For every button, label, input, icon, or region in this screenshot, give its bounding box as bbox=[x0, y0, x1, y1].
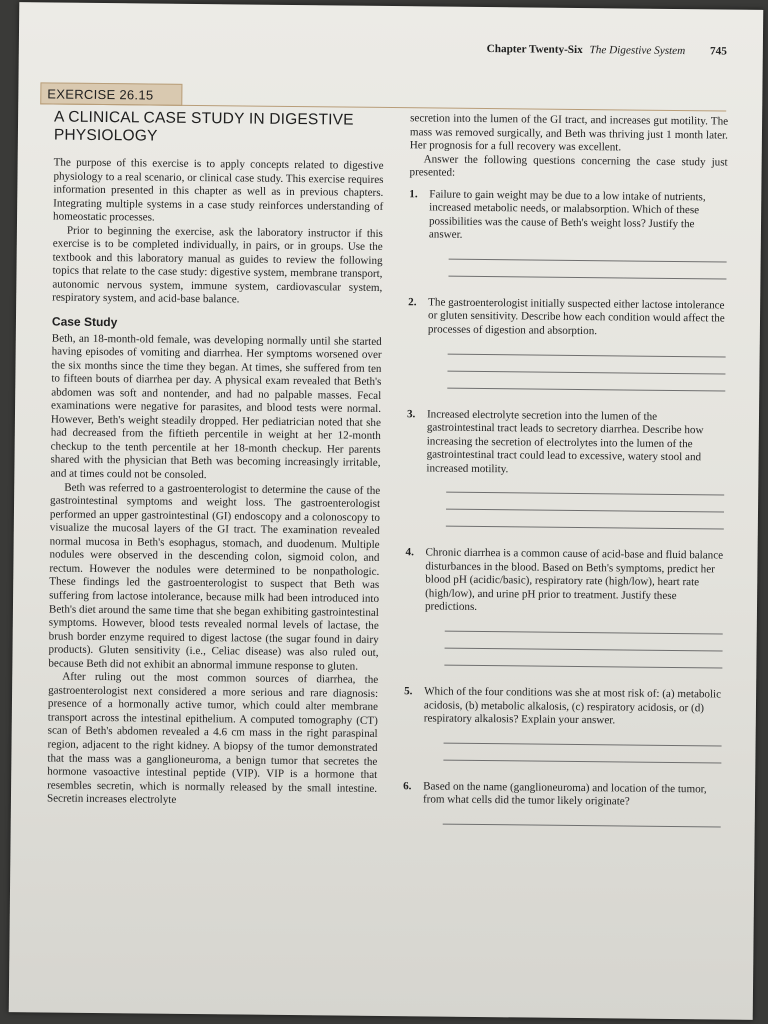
question-number: 4. bbox=[405, 546, 414, 559]
question-text: Chronic diarrhea is a common cause of acid-base and fluid balance disturbances in the blood. Based on Beth's symptoms, predict her blood pH (acidic/basic), respiratory rate (high/low), heart rate (high/low), and urine pH prior to treatment. Justify these predictions. bbox=[424, 546, 724, 614]
running-head bbox=[19, 38, 727, 57]
textbook-page bbox=[9, 2, 764, 1020]
answer-line[interactable] bbox=[449, 259, 727, 263]
answer-line[interactable] bbox=[445, 648, 723, 652]
question bbox=[406, 408, 725, 530]
question-text: Failure to gain weight may be due to a low intake of nutrients, increased metabolic needs, or malabsorption. Which of these possibilities was the cause of Beth's weight loss? Justify the answer. bbox=[428, 188, 706, 242]
answer-line[interactable] bbox=[446, 509, 724, 513]
exercise-title: A CLINICAL CASE STUDY IN DIGESTIVE PHYSIOLOGY bbox=[53, 108, 354, 145]
question-number: 3. bbox=[406, 407, 416, 420]
question-number: 2. bbox=[408, 296, 417, 309]
case-paragraph: Beth, an 18-month-old female, was developing normally until she started having episodes of vomiting and diarrhea. Her symptoms worsened over the six months since the time they began. At times, she suffered from ten to fifteen bouts of diarrhea per day. A physical exam revealed that Beth's abdomen was soft and nontender, and had no palpable masses. Fecal examinations were negative for parasites, and blood tests were normal. However, Beth's weight steadily dropped. Her pediatrician noted that she had decreased from the fiftieth percentile in weight at her 12-month checkup to the tenth percentile at her 18-month checkup. Her parents shared with the physician that Beth was becoming increasingly irritable, and at times could not be consoled. bbox=[50, 332, 382, 482]
answer-line[interactable] bbox=[444, 665, 722, 669]
answer-line[interactable] bbox=[447, 370, 725, 374]
answer-line[interactable] bbox=[443, 759, 721, 763]
question-text: Increased electrolyte secretion into the lumen of the gastrointestinal tract leads to secretory diarrhea. Describe how increasing the secretion of electrolytes into the lumen of the gastrointestinal tract could lead to excessive, watery stool and increased motility. bbox=[426, 407, 704, 476]
answer-line[interactable] bbox=[446, 526, 724, 530]
question-text: Based on the name (ganglioneuroma) and location of the tumor, from what cells did the tumor likely originate? bbox=[422, 780, 707, 808]
intro-paragraph: Prior to beginning the exercise, ask the laboratory instructor if this exercise is to be completed individually, in pairs, or in groups. Use the textbook and this laboratory manual as guides to review the following topics that relate to the case study: digestive system, membrane transport, autonomic nervous system, immune system, cardiovascular system, respiratory system, and acid-base balance. bbox=[52, 224, 383, 306]
question-number: 5. bbox=[404, 685, 413, 698]
answer-line[interactable] bbox=[446, 492, 724, 496]
question bbox=[408, 188, 727, 280]
question-text: The gastroenterologist initially suspected either lactose intolerance or gluten sensitivity. Describe how each condition would affect the processes of digestion and absorption. bbox=[427, 296, 725, 338]
case-paragraph: After ruling out the most common sources of diarrhea, the gastroenterologist next considered a more serious and rare diagnosis: presence of a hormonally active tumor, which could alter membrane transport across the intestinal epithelium. A computed tomography (CT) scan of Beth's abdomen revealed a 4.6 cm mass in the right paraspinal region, adjacent to the right kidney. A biopsy of the tumor demonstrated that the mass was a ganglioneuroma, a benign tumor that secretes the hormone vasoactive intestinal peptide (VIP). VIP is a hormone that resembles secretin, which is normally released by the small intestine. Secretin increases electrolyte bbox=[46, 670, 379, 806]
intro-paragraph: The purpose of this exercise is to apply concepts related to digestive physiology to a real scenario, or clinical case study. This exercise requires information presented in this chapter as well as in previous chapters. Integrating multiple systems in a case study reinforces understanding of homeostatic processes. bbox=[53, 156, 384, 224]
question bbox=[404, 547, 723, 669]
answer-line[interactable] bbox=[448, 276, 726, 280]
chapter-label: Chapter Twenty-Six bbox=[486, 43, 583, 57]
questions-prompt: Answer the following questions concerning the case study just presented: bbox=[409, 153, 728, 179]
answer-line[interactable] bbox=[444, 742, 722, 746]
question bbox=[403, 685, 722, 763]
question bbox=[403, 780, 721, 827]
question-number: 1. bbox=[409, 187, 418, 201]
answer-line[interactable] bbox=[447, 387, 725, 391]
question bbox=[407, 296, 726, 391]
question-number: 6. bbox=[403, 779, 412, 792]
exercise-label: EXERCISE 26.15 bbox=[40, 82, 182, 105]
left-column bbox=[47, 109, 384, 810]
question-text: Which of the four conditions was she at most risk of: (a) metabolic acidosis, (b) metabolic alkalosis, (c) respiratory acidosis, or (d) respiratory alkalosis? Explain your answer. bbox=[423, 685, 722, 727]
right-column bbox=[403, 112, 728, 831]
answer-line[interactable] bbox=[445, 631, 723, 635]
chapter-title: The Digestive System bbox=[589, 44, 686, 58]
answer-line[interactable] bbox=[448, 353, 726, 357]
case-continuation: secretion into the lumen of the GI tract, and increases gut motility. The mass was removed surgically, and Beth was thriving just 1 month later. Her prognosis for a full recovery was excellent. bbox=[409, 112, 729, 154]
case-study-heading: Case Study bbox=[51, 314, 118, 330]
case-paragraph: Beth was referred to a gastroenterologist to determine the cause of the gastrointestinal symptoms and weight loss. The gastroenterologist performed an upper gastrointestinal (GI) endoscopy and a colonoscopy to visualize the mucosal layers of the GI tract. The examination revealed normal mucosa in Beth's esophagus, stomach, and duodenum. Multiple nodules were observed in the descending colon, sigmoid colon, and rectum. However the nodules were determined to be nonpathologic. These findings led the gastroenterologist to suspect that Beth was suffering from lactose intolerance, because milk had been introduced into Beth's diet around the same time that she began exhibiting gastrointestinal symptoms. However, blood tests revealed normal levels of lactase, the brush border enzyme required to digest lactose (the sugar found in dairy products). Gluten sensitivity (i.e., Celiac disease) was also ruled out, because Beth did not exhibit an abnormal immune response to gluten. bbox=[48, 481, 381, 673]
answer-line[interactable] bbox=[443, 823, 721, 827]
page-number: 745 bbox=[709, 45, 727, 58]
